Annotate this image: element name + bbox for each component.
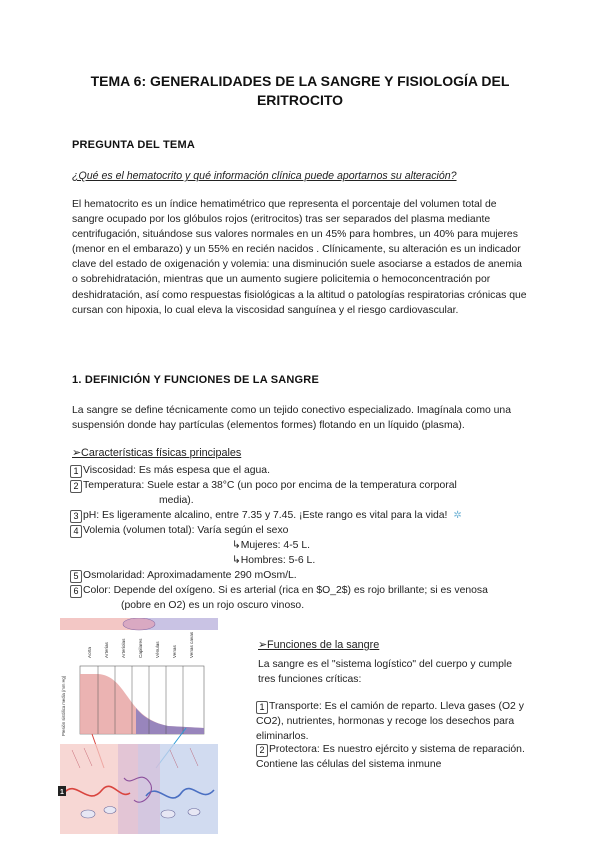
list-item: 4 Volemia (volumen total): Varía según el sexo xyxy=(70,524,288,539)
number-badge: 1 xyxy=(70,465,82,478)
vessel-label-venulas: Vénulas xyxy=(155,641,160,658)
number-badge: 4 xyxy=(70,525,82,538)
number-badge: 3 xyxy=(70,510,82,523)
y-axis-label: Presión sistólica media (mm Hg) xyxy=(61,675,66,736)
vessel-label-venas-cavas: Venas cavas xyxy=(189,631,194,658)
volemia-mujeres: ↳Mujeres: 4-5 L. xyxy=(232,540,311,551)
number-badge: 2 xyxy=(256,744,268,757)
list-item: 2 Temperatura: Suele estar a 38°C (un poco por encima de la temperatura corporal xyxy=(70,479,457,494)
section-heading-pregunta: PREGUNTA DEL TEMA xyxy=(72,139,195,151)
capillary-zone xyxy=(118,744,160,834)
number-badge: 6 xyxy=(70,585,82,598)
vessel-label-arterias: Arterias xyxy=(104,642,109,658)
sparkle-icon: ✲ xyxy=(453,510,462,521)
section-intro: La sangre se define técnicamente como un tejido conectivo especializado. Imagínala como una suspensión donde hay partículas (elementos formes) flotando en un líquido (plasma). xyxy=(72,405,511,432)
funciones-heading: ➢Funciones de la sangre xyxy=(258,639,380,651)
topic-question: ¿Qué es el hematocrito y qué información clínica puede aportarnos su alteración? xyxy=(72,170,457,182)
topic-answer: El hematocrito es un índice hematimétrico que representa el porcentaje del volumen total de sangre ocupado por los glóbulos rojos (eritrocitos) tras ser separados del plasma mediante centrifugación, situándose sus valores normales en un 45% para hombres, un 40% para mujeres (menor en el embarazo) y un 55% en recién nacidos . Clínicamente, su alteración es un indicador clave del estado de oxigenación y volemia: una disminución suele asociarse a estados de anemia o sobrehidratación, mientras que un aumento sugiere policitemia o hemoconcentración por deshidratación, así como respuestas fisiológicas a la altitud o patologías respiratorias crónicas que cursan con hipoxia, lo cual eleva la viscosidad sanguínea y el riesgo cardiovascular. xyxy=(72,199,527,316)
list-item: 6 Color: Depende del oxígeno. Si es arterial (rica en $O_2$) es rojo brillante; si es venosa xyxy=(70,584,488,599)
vessel-label-arteriolas: Arteriolas xyxy=(121,638,126,658)
page-title: TEMA 6: GENERALIDADES DE LA SANGRE Y FISIOLOGÍA DEL ERITROCITO xyxy=(90,73,510,108)
volemia-hombres: ↳Hombres: 5-6 L. xyxy=(232,555,316,566)
list-item: 2 Protectora: Es nuestro ejército y sistema de reparación. Contiene las células del sistema inmune xyxy=(256,744,525,771)
caracteristicas-heading: ➢Características físicas principales xyxy=(72,447,242,459)
number-badge: 5 xyxy=(70,570,82,583)
number-badge: 2 xyxy=(70,480,82,493)
list-item: 1 Transporte: Es el camión de reparto. Lleva gases (O2 y CO2), nutrientes, hormonas y recoge los desechos para eliminarlos. xyxy=(256,701,524,743)
pressure-diagram xyxy=(58,618,220,836)
capillary-bed-icon xyxy=(123,618,155,630)
list-item: 1 Viscosidad: Es más espesa que el agua. xyxy=(70,464,270,479)
blood-pressure-figure xyxy=(58,618,220,836)
svg-text:1: 1 xyxy=(60,789,64,796)
section-heading-definicion: 1. DEFINICIÓN Y FUNCIONES DE LA SANGRE xyxy=(72,374,319,386)
list-item-continuation: media). xyxy=(159,495,194,506)
list-item-continuation: (pobre en O2) es un rojo oscuro vinoso. xyxy=(121,600,305,611)
funciones-intro: La sangre es el "sistema logístico" del cuerpo y cumple tres funciones críticas: xyxy=(258,659,512,686)
vessel-label-capilares: Capilares xyxy=(138,638,143,658)
number-badge: 1 xyxy=(256,701,268,714)
list-item: 3 pH: Es ligeramente alcalino, entre 7.35 y 7.45. ¡Este rango es vital para la vida! ✲ xyxy=(70,509,462,524)
vessel-label-aorta: Aorta xyxy=(87,647,92,658)
list-item: 5 Osmolaridad: Aproximadamente 290 mOsm/L. xyxy=(70,569,297,584)
vessel-label-venas: Venas xyxy=(172,645,177,658)
